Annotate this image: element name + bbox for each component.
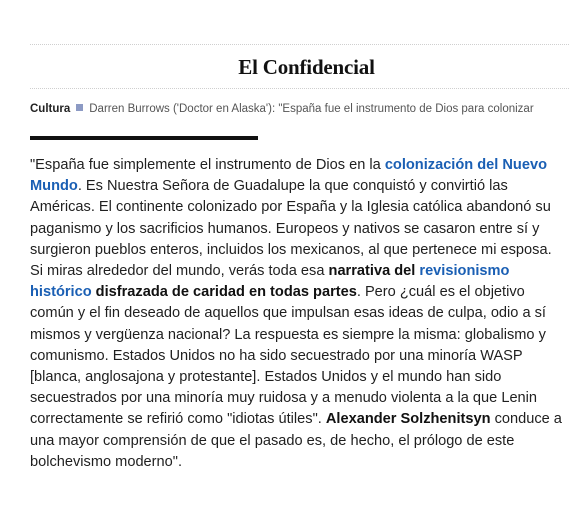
text-segment: conduce a una mayor comprensión de que el pasado es, de hecho, el prólogo de este bolchevismo moderno".	[30, 411, 562, 470]
text-segment: . Es Nuestra Señora de Guadalupe la que conquistó y convirtió las Américas. El continente colonizado por España y la Iglesia católica abandonó su paganismo y los sacrificios humanos. Europeos y nativos se casaron entre sí y surgieron pueblos enteros, incluidos los mexicanos, al que pertenece mi esposa. Si miras alrededor del mundo, verás toda esa	[30, 178, 552, 280]
link-colonizacion-nuevo-mundo[interactable]: colonización del Nuevo Mundo	[30, 157, 547, 195]
breadcrumb	[30, 101, 569, 117]
header-bottom-divider	[30, 88, 569, 89]
reading-progress-bar	[30, 136, 380, 140]
header-top-divider	[30, 44, 569, 45]
breadcrumb-section-link[interactable]: Cultura	[30, 103, 71, 115]
text-segment: "España fue simplemente el instrumento de Dios en la	[30, 157, 385, 173]
bold-text: disfrazada de caridad en todas partes	[91, 284, 357, 301]
bold-author-name: Alexander Solzhenitsyn	[325, 411, 491, 428]
site-logo[interactable]: El Confidencial	[238, 55, 375, 79]
link-revisionismo-historico[interactable]: revisionismo histórico	[30, 263, 510, 301]
square-separator-icon	[76, 104, 83, 111]
article-paragraph	[30, 155, 568, 473]
breadcrumb-article-title: Darren Burrows ('Doctor en Alaska'): "España fue el instrumento de Dios para colonizar	[89, 103, 534, 115]
bold-text: narrativa del	[328, 263, 420, 280]
reading-progress-fill	[30, 136, 258, 140]
text-segment: . Pero ¿cuál es el objetivo común y el fin deseado de aquellos que impulsan esas ideas de culpa, odio a sí mismos y vergüenza nacional? La respuesta es siempre la misma: globalismo y comunismo. Estados Unidos no ha sido secuestrado por una minoría WASP [blanca, anglosajona y protestante]. Estados Unidos y el mundo han sido secuestrados por una minoría muy ruidosa y a menudo violenta a la que Lenin correctamente se refirió como "idiotas útiles".	[30, 284, 546, 428]
